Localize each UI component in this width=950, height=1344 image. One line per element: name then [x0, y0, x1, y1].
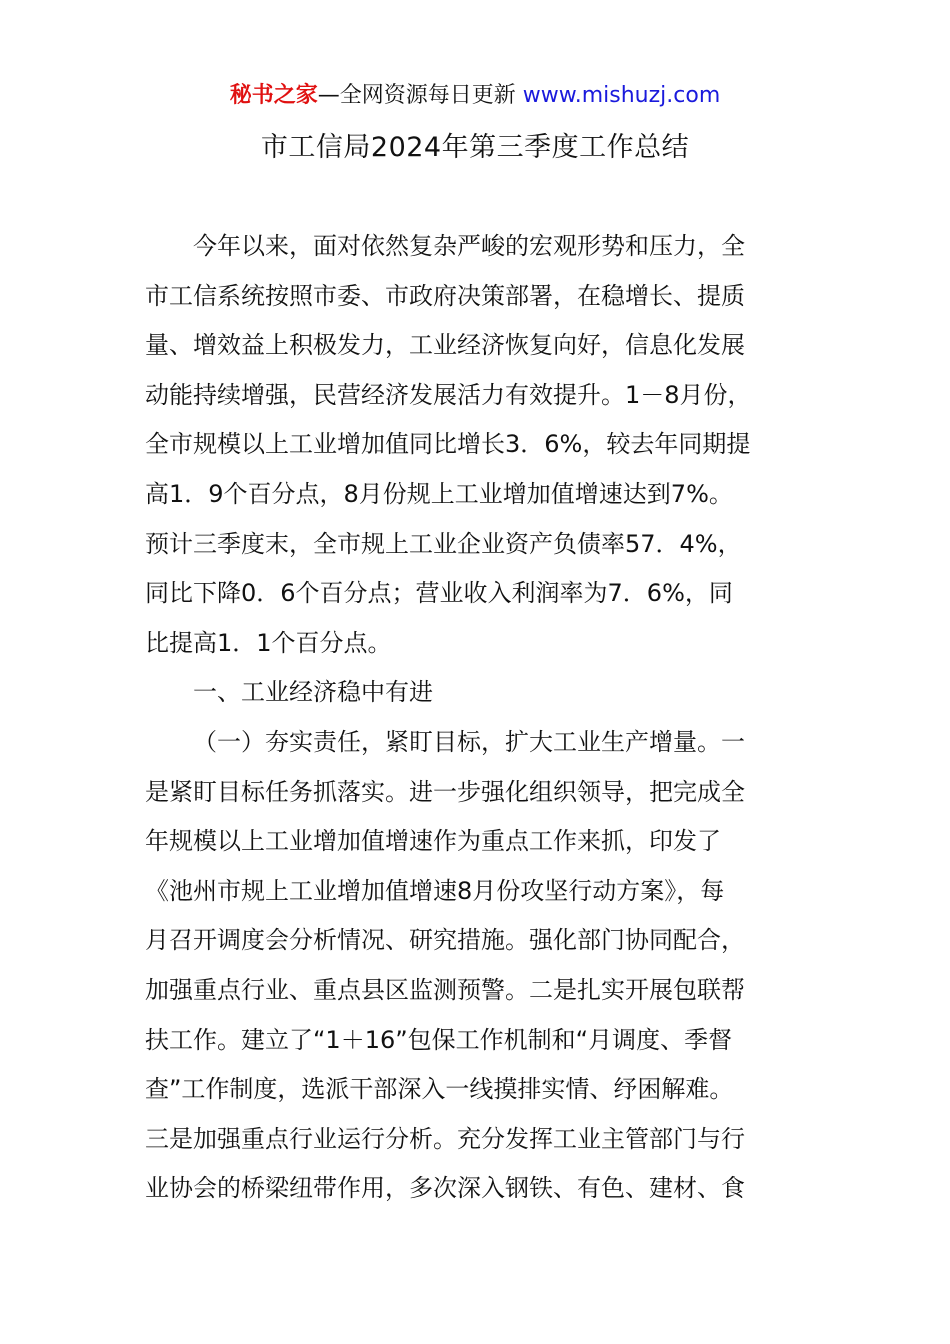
paragraph-line: 比提高1．1个百分点。	[145, 628, 392, 657]
paragraph-line: 查”工作制度，选派干部深入一线摸排实情、纾困解难。	[145, 1075, 734, 1104]
paragraph-line: 同比下降0．6个百分点；营业收入利润率为7．6%，同	[145, 579, 733, 608]
document-body	[145, 222, 807, 1214]
site-header	[0, 80, 950, 112]
paragraph-line: 全市规模以上工业增加值同比增长3．6%，较去年同期提	[145, 430, 751, 459]
paragraph-line: （一）夯实责任，紧盯目标，扩大工业生产增量。一	[193, 727, 745, 756]
paragraph-line: 量、增效益上积极发力，工业经济恢复向好，信息化发展	[145, 331, 745, 360]
site-name: 秘书之家	[229, 83, 318, 108]
paragraph-line: 动能持续增强，民营经济发展活力有效提升。1－8月份，	[145, 380, 752, 409]
paragraph-line: 年规模以上工业增加值增速作为重点工作来抓，印发了	[145, 827, 721, 856]
section-heading: 一、工业经济稳中有进	[193, 678, 433, 707]
paragraph-line: 《池州市规上工业增加值增速8月份攻坚行动方案》，每	[145, 876, 725, 905]
site-tagline: —全网资源每日更新	[317, 83, 516, 108]
document-title: 市工信局2024年第三季度工作总结	[260, 132, 690, 163]
paragraph-line: 三是加强重点行业运行分析。充分发挥工业主管部门与行	[145, 1124, 745, 1153]
paragraph-line: 高1．9个百分点，8月份规上工业增加值增速达到7%。	[145, 479, 733, 508]
paragraph-line: 预计三季度末，全市规上工业企业资产负债率57．4%，	[145, 529, 742, 558]
paragraph-line: 市工信系统按照市委、市政府决策部署，在稳增长、提质	[145, 281, 745, 310]
paragraph-line: 月召开调度会分析情况、研究措施。强化部门协同配合，	[145, 926, 745, 955]
paragraph-line: 今年以来，面对依然复杂严峻的宏观形势和压力，全	[193, 232, 745, 260]
paragraph-line: 业协会的桥梁纽带作用，多次深入钢铁、有色、建材、食	[145, 1174, 745, 1203]
paragraph-line: 是紧盯目标任务抓落实。进一步强化组织领导，把完成全	[145, 777, 745, 806]
paragraph-line: 加强重点行业、重点县区监测预警。二是扎实开展包联帮	[145, 975, 745, 1004]
paragraph-line: 扶工作。建立了“1＋16”包保工作机制和“月调度、季督	[145, 1025, 733, 1054]
site-url-link[interactable]: www.mishuzj.com	[522, 83, 721, 108]
